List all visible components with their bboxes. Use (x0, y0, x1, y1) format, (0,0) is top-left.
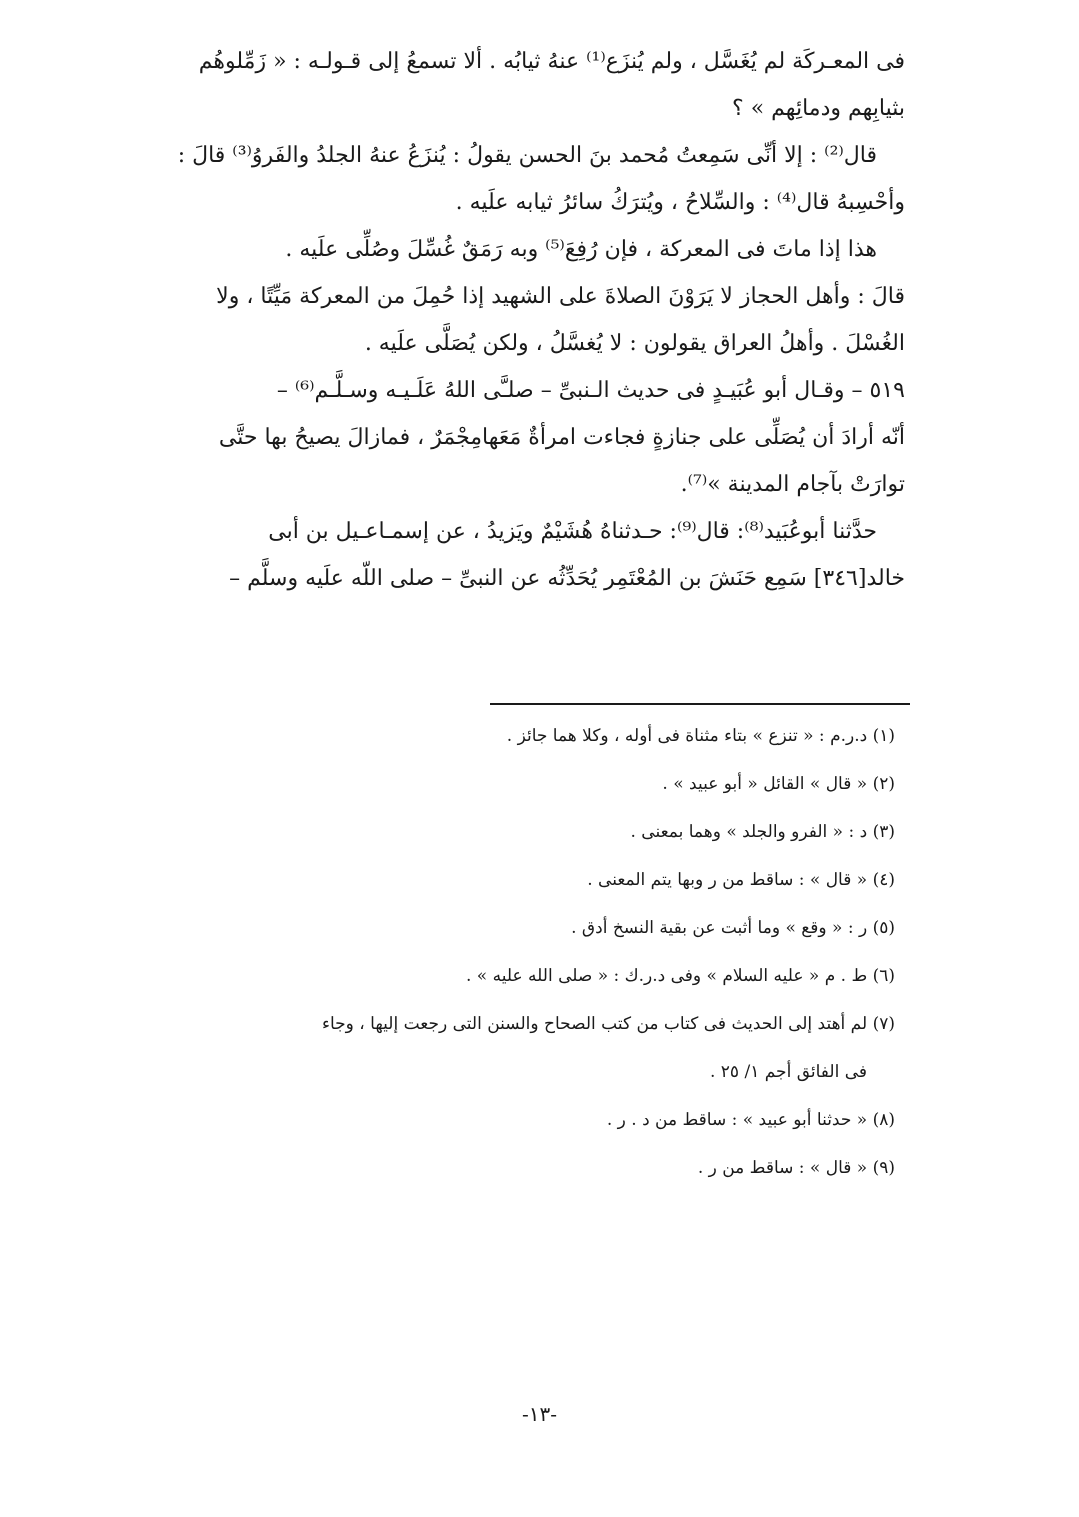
footnote-divider (490, 703, 910, 705)
text-line-5: هذا إذا ماتَ فى المعركة ، فإن رُفِعَ⁽⁵⁾ وبه رَمَقٌ غُسِّلَ وصُلِّى علَيه . (285, 237, 877, 262)
main-text-body (130, 38, 905, 602)
footnote-8: (٨) « حدثنا أبو عبيد » : ساقط من د . ر . (606, 1110, 895, 1130)
text-line-11: حدَّثنا أبوعُبَيد⁽⁸⁾: قال⁽⁹⁾: حـدثناهُ هُشَيْمٌ ويَزيدُ ، عن إسمـاعـيل بن أبى (268, 519, 877, 544)
text-line-3: قال⁽²⁾ : إلا أنِّى سَمِعتُ مُحمد بنَ الحسن يقولُ : يُنزَعُ عنهُ الجلدُ والفَروُ⁽³⁾ قالَ : (177, 143, 877, 168)
footnote-7-continuation: فى الفائق أجم ١/ ٢٥ . (709, 1062, 867, 1082)
text-line-9: أنّه أرادَ أن يُصَلِّى على جنازةٍ فجاءت امرأةٌ مَعَهامِجْمَرٌ ، فمازالَ يصيحُ بها حتَّى (218, 425, 905, 450)
page-number: -١٣- (521, 1402, 557, 1426)
text-line-4: وأحْسِبهُ قال⁽⁴⁾ : والسِّلاحُ ، ويُترَكُ سائرُ ثيابه علَيه . (455, 190, 905, 215)
footnote-6: (٦) ط . م « عليه السلام » وفى د.ر.ك : « صلى الله عليه » . (465, 966, 895, 986)
footnote-7: (٧) لم أهتد إلى الحديث فى كتاب من كتب الصحاح والسنن التى رجعت إليها ، وجاء (321, 1014, 895, 1034)
text-line-10: توارَتْ بآجام المدينة »⁽⁷⁾. (680, 472, 905, 497)
footnote-9: (٩) « قال » : ساقط من ر . (697, 1158, 895, 1178)
footnote-5: (٥) ر : « وقع » وما أثبت عن بقية النسخ أدق . (571, 918, 895, 938)
text-line-1: فى المعـركَة لم يُغَسَّل ، ولم يُنزَع⁽¹⁾ عنهُ ثيابُه . ألا تسمعُ إلى قـولـه : « زَمِّلوهُم (198, 49, 905, 74)
text-line-8: ٥١٩ – وقـال أبو عُبَيـدٍ فى حديث الـنبىِّ – صلـَّى اللهُ عَلَـيـه وسـلَّـم⁽⁶⁾ – (276, 378, 905, 403)
text-line-7: الغُسْلَ . وأهلُ العراق يقولون : لا يُغسَّلُ ، ولكن يُصَلَّى علَيه . (364, 331, 905, 356)
footnotes-section (150, 712, 895, 1192)
footnote-1: (١) د.ر.م : « تنزع » بتاء مثناة فى أوله ، وكلا هما جائز . (506, 726, 895, 746)
text-line-2: بثيابِهم ودمائِهم » ؟ (732, 96, 905, 121)
footnote-2: (٢) « قال » القائل « أبو عبيد » . (662, 774, 895, 794)
footnote-3: (٣) د : « الفرو والجلد » وهما بمعنى . (630, 822, 895, 842)
text-line-6: قالَ : وأهل الحجاز لا يَرَوْنَ الصلاةَ على الشهيد إذا حُمِلَ من المعركة مَيِّتًا ، ولا (216, 284, 905, 309)
text-line-12: خالد[٣٤٦] سَمِع حَنَشَ بن المُعْتَمِر يُحَدِّثُه عن النبىِّ – صلى اللّه علَيه وسلَّم – (229, 566, 905, 591)
footnote-4: (٤) « قال » : ساقط من ر وبها يتم المعنى . (587, 870, 895, 890)
